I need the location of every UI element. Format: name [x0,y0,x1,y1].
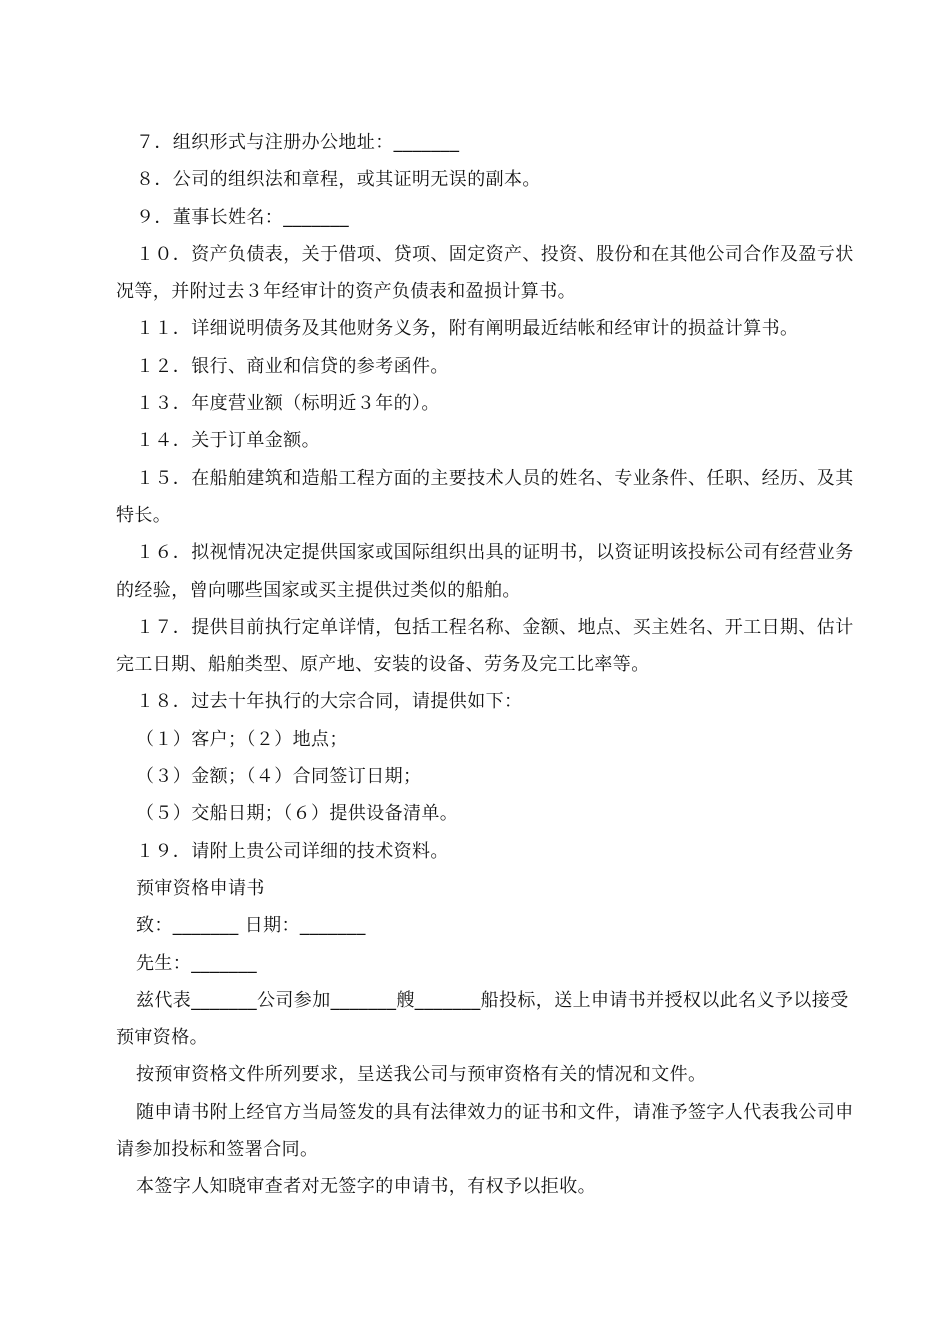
item-16-certificates: １６．拟视情况决定提供国家或国际组织出具的证明书，以资证明该投标公司有经营业务的经验，曾向哪些国家或买主提供过类似的船舶。 [116,542,854,601]
section-title: 预审资格申请书 [136,877,265,899]
submission-statement: 按预审资格文件所列要求，呈送我公司与预审资格有关的情况和文件。 [136,1064,707,1086]
item-19-technical-data: １９．请附上贵公司详细的技术资料。 [136,840,449,862]
item-11-debts: １１．详细说明债务及其他财务义务，附有阐明最近结帐和经审计的损益计算书。 [136,318,799,340]
item-8-articles: ８．公司的组织法和章程，或其证明无误的副本。 [136,169,541,191]
salutation-line: 先生：_______ [136,952,257,974]
item-18-sub-1-2: （１）客户；（２）地点； [136,728,348,750]
item-18-sub-3-4: （３）金额；（４）合同签订日期； [136,766,422,788]
item-9-chairman-name: ９．董事长姓名：_______ [136,206,349,228]
addressee-date-line: 致：_______ 日期：_______ [136,915,366,937]
item-15-technical-staff: １５．在船舶建筑和造船工程方面的主要技术人员的姓名、专业条件、任职、经历、及其特长。 [116,467,854,526]
item-18-major-contracts: １８．过去十年执行的大宗合同，请提供如下： [136,691,523,713]
item-14-order-amount: １４．关于订单金额。 [136,430,320,452]
signature-statement: 本签字人知晓审查者对无签字的申请书，有权予以拒收。 [136,1176,596,1198]
item-12-reference-letters: １２．银行、商业和信贷的参考函件。 [136,355,449,377]
item-10-balance-sheet: １０．资产负债表，关于借项、贷项、固定资产、投资、股份和在其他公司合作及盈亏状况等，并附过去３年经审计的资产负债表和盈损计算书。 [116,243,854,303]
item-17-current-orders: １７．提供目前执行定单详情，包括工程名称、金额、地点、买主姓名、开工日期、估计完工日期、船舶类型、原产地、安装的设备、劳务及完工比率等。 [116,616,854,676]
attachment-statement: 随申请书附上经官方当局签发的具有法律效力的证书和文件，请准予签字人代表我公司申请参加投标和签署合同。 [116,1101,854,1161]
application-statement: 兹代表_______公司参加_______艘_______船投标，送上申请书并授权以此名义予以接受预审资格。 [116,989,849,1049]
item-18-sub-5-6: （５）交船日期；（６）提供设备清单。 [136,803,459,825]
document-body [116,124,856,1206]
item-13-annual-turnover: １３．年度营业额（标明近３年的）。 [136,393,440,415]
item-7-office-address: ７．组织形式与注册办公地址：_______ [136,132,460,153]
